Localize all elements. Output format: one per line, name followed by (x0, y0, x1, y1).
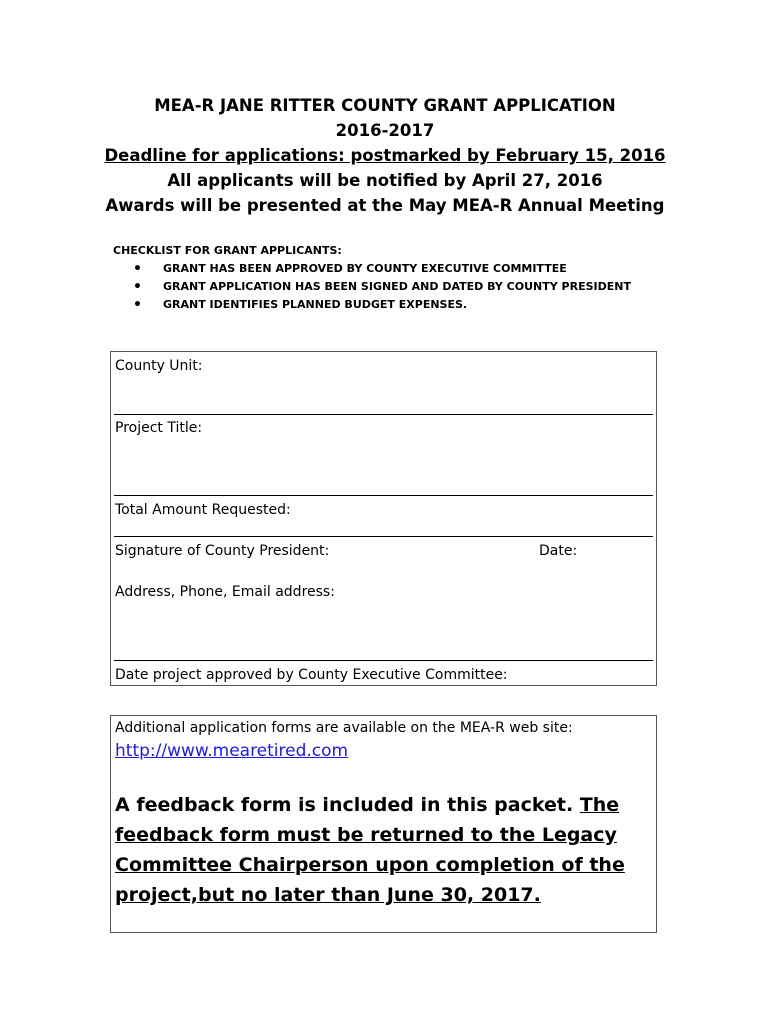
additional-forms-text: Additional application forms are available on the MEA-R web site: (115, 720, 573, 736)
website-link[interactable]: http://www.mearetired.com (115, 741, 349, 761)
feedback-intro: A feedback form is included in this packet. (115, 794, 580, 816)
info-box (110, 715, 657, 933)
project-title-field[interactable] (114, 495, 653, 496)
county-unit-field[interactable] (114, 414, 653, 415)
form-year: 2016-2017 (335, 121, 435, 140)
checklist (113, 244, 633, 314)
total-amount-label: Total Amount Requested: (115, 502, 291, 518)
date-label: Date: (539, 543, 578, 559)
application-form-box (110, 351, 657, 686)
date-approved-label: Date project approved by County Executive Committee: (115, 667, 508, 683)
checklist-item: • GRANT IDENTIFIES PLANNED BUDGET EXPENSES. (133, 297, 468, 313)
bullet-icon: • (133, 261, 142, 277)
checklist-item: • GRANT APPLICATION HAS BEEN SIGNED AND DATED BY COUNTY PRESIDENT (133, 279, 631, 295)
project-title-label: Project Title: (115, 420, 203, 436)
address-field[interactable] (114, 660, 653, 661)
feedback-requirement: The feedback form must be returned to the Legacy Committee Chairperson upon completion of the project,but no later than June 30, 2017. (115, 794, 625, 906)
deadline-text: Deadline for applications: postmarked by February 15, 2016 (104, 146, 666, 165)
address-label: Address, Phone, Email address: (115, 584, 335, 600)
checklist-title: CHECKLIST FOR GRANT APPLICANTS: (113, 244, 342, 257)
form-title: MEA-R JANE RITTER COUNTY GRANT APPLICATION (154, 96, 616, 115)
bullet-icon: • (133, 279, 142, 295)
signature-label: Signature of County President: (115, 543, 330, 559)
county-unit-label: County Unit: (115, 358, 203, 374)
feedback-notice (115, 790, 625, 910)
awards-text: Awards will be presented at the May MEA-R Annual Meeting (105, 196, 665, 215)
notification-text: All applicants will be notified by April 27, 2016 (167, 171, 603, 190)
checklist-item: • GRANT HAS BEEN APPROVED BY COUNTY EXECUTIVE COMMITTEE (133, 261, 567, 277)
bullet-icon: • (133, 297, 142, 313)
total-amount-field[interactable] (114, 536, 653, 537)
